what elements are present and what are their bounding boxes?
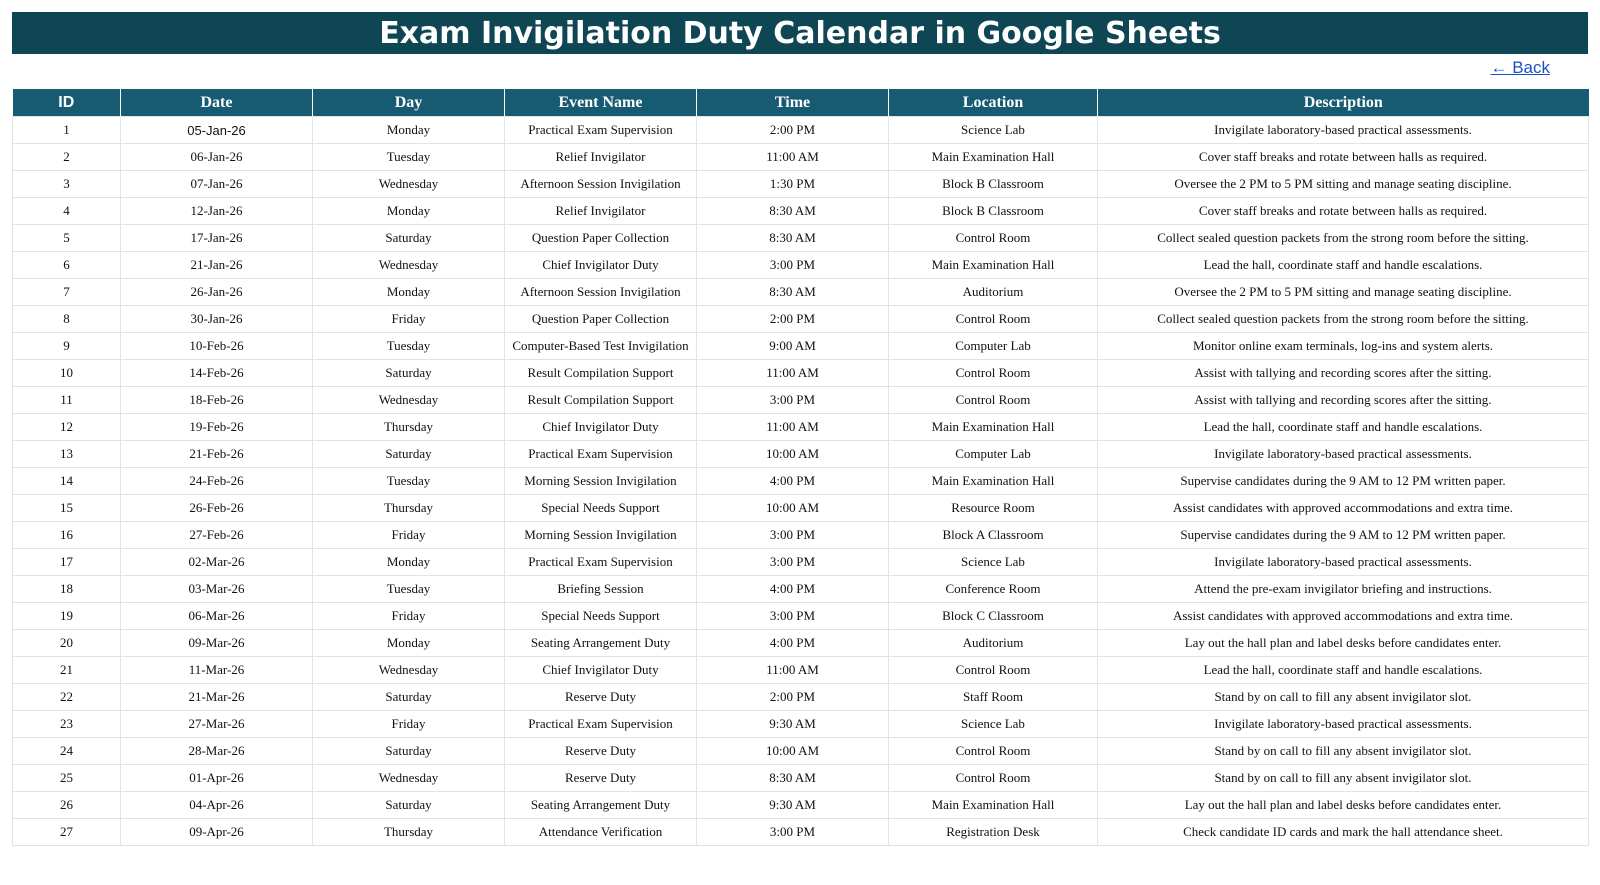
cell-time: 8:30 AM xyxy=(697,225,889,252)
table-row xyxy=(13,117,1589,144)
table-row xyxy=(13,657,1589,684)
cell-day: Tuesday xyxy=(313,468,505,495)
cell-description: Lay out the hall plan and label desks before candidates enter. xyxy=(1098,792,1589,819)
cell-event-name: Reserve Duty xyxy=(505,765,697,792)
cell-description: Supervise candidates during the 9 AM to 12 PM written paper. xyxy=(1098,522,1589,549)
cell-date: 01-Apr-26 xyxy=(121,765,313,792)
cell-id: 18 xyxy=(13,576,121,603)
cell-location: Block B Classroom xyxy=(889,171,1098,198)
cell-day: Thursday xyxy=(313,495,505,522)
cell-date: 12-Jan-26 xyxy=(121,198,313,225)
cell-location: Control Room xyxy=(889,765,1098,792)
cell-time: 11:00 AM xyxy=(697,360,889,387)
cell-time: 8:30 AM xyxy=(697,765,889,792)
cell-date: 30-Jan-26 xyxy=(121,306,313,333)
cell-id: 19 xyxy=(13,603,121,630)
cell-event-name: Chief Invigilator Duty xyxy=(505,414,697,441)
cell-day: Wednesday xyxy=(313,387,505,414)
table-row xyxy=(13,522,1589,549)
cell-day: Saturday xyxy=(313,792,505,819)
cell-event-name: Practical Exam Supervision xyxy=(505,117,697,144)
cell-date: 05-Jan-26 xyxy=(121,117,313,144)
cell-date: 28-Mar-26 xyxy=(121,738,313,765)
cell-event-name: Morning Session Invigilation xyxy=(505,468,697,495)
cell-description: Lead the hall, coordinate staff and handle escalations. xyxy=(1098,657,1589,684)
cell-event-name: Afternoon Session Invigilation xyxy=(505,171,697,198)
cell-description: Stand by on call to fill any absent invigilator slot. xyxy=(1098,738,1589,765)
cell-day: Friday xyxy=(313,603,505,630)
column-header-day: Day xyxy=(313,89,505,117)
cell-time: 3:00 PM xyxy=(697,252,889,279)
table-row xyxy=(13,738,1589,765)
cell-id: 11 xyxy=(13,387,121,414)
cell-id: 9 xyxy=(13,333,121,360)
cell-id: 27 xyxy=(13,819,121,846)
cell-day: Wednesday xyxy=(313,171,505,198)
cell-event-name: Computer-Based Test Invigilation xyxy=(505,333,697,360)
column-header-time: Time xyxy=(697,89,889,117)
cell-location: Control Room xyxy=(889,738,1098,765)
cell-location: Staff Room xyxy=(889,684,1098,711)
cell-id: 14 xyxy=(13,468,121,495)
cell-event-name: Briefing Session xyxy=(505,576,697,603)
table-row xyxy=(13,549,1589,576)
cell-event-name: Afternoon Session Invigilation xyxy=(505,279,697,306)
cell-day: Tuesday xyxy=(313,333,505,360)
cell-date: 17-Jan-26 xyxy=(121,225,313,252)
table-row xyxy=(13,576,1589,603)
cell-id: 24 xyxy=(13,738,121,765)
cell-date: 06-Jan-26 xyxy=(121,144,313,171)
cell-time: 1:30 PM xyxy=(697,171,889,198)
cell-description: Lead the hall, coordinate staff and handle escalations. xyxy=(1098,252,1589,279)
table-row xyxy=(13,279,1589,306)
table-row xyxy=(13,306,1589,333)
cell-date: 14-Feb-26 xyxy=(121,360,313,387)
cell-event-name: Attendance Verification xyxy=(505,819,697,846)
cell-event-name: Relief Invigilator xyxy=(505,144,697,171)
cell-location: Conference Room xyxy=(889,576,1098,603)
cell-description: Cover staff breaks and rotate between halls as required. xyxy=(1098,198,1589,225)
cell-location: Main Examination Hall xyxy=(889,414,1098,441)
cell-id: 2 xyxy=(13,144,121,171)
cell-id: 16 xyxy=(13,522,121,549)
cell-description: Invigilate laboratory-based practical assessments. xyxy=(1098,441,1589,468)
cell-location: Main Examination Hall xyxy=(889,792,1098,819)
cell-time: 8:30 AM xyxy=(697,198,889,225)
cell-event-name: Relief Invigilator xyxy=(505,198,697,225)
cell-event-name: Reserve Duty xyxy=(505,684,697,711)
cell-description: Supervise candidates during the 9 AM to 12 PM written paper. xyxy=(1098,468,1589,495)
cell-date: 07-Jan-26 xyxy=(121,171,313,198)
cell-location: Control Room xyxy=(889,657,1098,684)
cell-time: 10:00 AM xyxy=(697,738,889,765)
cell-day: Saturday xyxy=(313,360,505,387)
cell-date: 04-Apr-26 xyxy=(121,792,313,819)
cell-description: Oversee the 2 PM to 5 PM sitting and manage seating discipline. xyxy=(1098,279,1589,306)
cell-time: 4:00 PM xyxy=(697,630,889,657)
cell-description: Assist with tallying and recording scores after the sitting. xyxy=(1098,360,1589,387)
cell-event-name: Practical Exam Supervision xyxy=(505,711,697,738)
cell-id: 1 xyxy=(13,117,121,144)
column-header-description: Description xyxy=(1098,89,1589,117)
cell-time: 9:30 AM xyxy=(697,711,889,738)
cell-location: Control Room xyxy=(889,387,1098,414)
cell-event-name: Reserve Duty xyxy=(505,738,697,765)
table-row xyxy=(13,360,1589,387)
cell-location: Main Examination Hall xyxy=(889,252,1098,279)
cell-time: 10:00 AM xyxy=(697,441,889,468)
cell-time: 3:00 PM xyxy=(697,819,889,846)
cell-event-name: Question Paper Collection xyxy=(505,225,697,252)
cell-event-name: Seating Arrangement Duty xyxy=(505,792,697,819)
cell-time: 8:30 AM xyxy=(697,279,889,306)
cell-date: 27-Mar-26 xyxy=(121,711,313,738)
cell-description: Cover staff breaks and rotate between halls as required. xyxy=(1098,144,1589,171)
cell-id: 6 xyxy=(13,252,121,279)
table-row xyxy=(13,765,1589,792)
cell-day: Monday xyxy=(313,117,505,144)
cell-day: Wednesday xyxy=(313,657,505,684)
cell-location: Control Room xyxy=(889,225,1098,252)
cell-day: Saturday xyxy=(313,225,505,252)
cell-id: 10 xyxy=(13,360,121,387)
cell-description: Assist candidates with approved accommodations and extra time. xyxy=(1098,603,1589,630)
cell-location: Computer Lab xyxy=(889,441,1098,468)
table-row xyxy=(13,603,1589,630)
cell-location: Control Room xyxy=(889,306,1098,333)
cell-id: 26 xyxy=(13,792,121,819)
cell-date: 02-Mar-26 xyxy=(121,549,313,576)
table-row xyxy=(13,414,1589,441)
cell-location: Registration Desk xyxy=(889,819,1098,846)
cell-time: 3:00 PM xyxy=(697,387,889,414)
cell-description: Invigilate laboratory-based practical assessments. xyxy=(1098,117,1589,144)
cell-id: 20 xyxy=(13,630,121,657)
cell-description: Assist with tallying and recording scores after the sitting. xyxy=(1098,387,1589,414)
cell-id: 13 xyxy=(13,441,121,468)
table-row xyxy=(13,711,1589,738)
cell-location: Resource Room xyxy=(889,495,1098,522)
cell-location: Science Lab xyxy=(889,711,1098,738)
cell-date: 21-Feb-26 xyxy=(121,441,313,468)
cell-day: Thursday xyxy=(313,414,505,441)
cell-date: 27-Feb-26 xyxy=(121,522,313,549)
cell-id: 12 xyxy=(13,414,121,441)
column-header-date: Date xyxy=(121,89,313,117)
cell-location: Block C Classroom xyxy=(889,603,1098,630)
cell-date: 10-Feb-26 xyxy=(121,333,313,360)
table-row xyxy=(13,468,1589,495)
cell-id: 8 xyxy=(13,306,121,333)
cell-id: 7 xyxy=(13,279,121,306)
cell-day: Monday xyxy=(313,198,505,225)
cell-date: 11-Mar-26 xyxy=(121,657,313,684)
column-header-id: ID xyxy=(13,89,121,117)
column-header-location: Location xyxy=(889,89,1098,117)
table-row xyxy=(13,441,1589,468)
column-header-event-name: Event Name xyxy=(505,89,697,117)
page-title-banner xyxy=(12,12,1588,54)
cell-day: Wednesday xyxy=(313,765,505,792)
table-row xyxy=(13,252,1589,279)
cell-id: 17 xyxy=(13,549,121,576)
cell-day: Friday xyxy=(313,306,505,333)
cell-location: Science Lab xyxy=(889,549,1098,576)
cell-description: Collect sealed question packets from the strong room before the sitting. xyxy=(1098,225,1589,252)
table-row xyxy=(13,819,1589,846)
cell-description: Monitor online exam terminals, log-ins and system alerts. xyxy=(1098,333,1589,360)
cell-time: 9:00 AM xyxy=(697,333,889,360)
table-row xyxy=(13,198,1589,225)
cell-description: Invigilate laboratory-based practical assessments. xyxy=(1098,549,1589,576)
cell-time: 4:00 PM xyxy=(697,576,889,603)
duty-table xyxy=(12,89,1589,846)
cell-location: Science Lab xyxy=(889,117,1098,144)
cell-id: 5 xyxy=(13,225,121,252)
cell-day: Saturday xyxy=(313,441,505,468)
cell-time: 3:00 PM xyxy=(697,549,889,576)
cell-date: 21-Jan-26 xyxy=(121,252,313,279)
cell-event-name: Question Paper Collection xyxy=(505,306,697,333)
cell-event-name: Result Compilation Support xyxy=(505,360,697,387)
cell-time: 2:00 PM xyxy=(697,117,889,144)
cell-time: 3:00 PM xyxy=(697,522,889,549)
cell-location: Auditorium xyxy=(889,279,1098,306)
cell-date: 18-Feb-26 xyxy=(121,387,313,414)
cell-time: 9:30 AM xyxy=(697,792,889,819)
cell-location: Main Examination Hall xyxy=(889,144,1098,171)
cell-description: Assist candidates with approved accommodations and extra time. xyxy=(1098,495,1589,522)
cell-day: Saturday xyxy=(313,684,505,711)
cell-time: 4:00 PM xyxy=(697,468,889,495)
cell-description: Lead the hall, coordinate staff and handle escalations. xyxy=(1098,414,1589,441)
page-title: Exam Invigilation Duty Calendar in Google Sheets xyxy=(379,15,1221,51)
table-row xyxy=(13,171,1589,198)
cell-id: 21 xyxy=(13,657,121,684)
cell-description: Oversee the 2 PM to 5 PM sitting and manage seating discipline. xyxy=(1098,171,1589,198)
cell-location: Auditorium xyxy=(889,630,1098,657)
cell-day: Tuesday xyxy=(313,576,505,603)
cell-description: Stand by on call to fill any absent invigilator slot. xyxy=(1098,765,1589,792)
cell-date: 26-Feb-26 xyxy=(121,495,313,522)
cell-date: 03-Mar-26 xyxy=(121,576,313,603)
cell-day: Monday xyxy=(313,630,505,657)
cell-description: Collect sealed question packets from the strong room before the sitting. xyxy=(1098,306,1589,333)
cell-description: Lay out the hall plan and label desks before candidates enter. xyxy=(1098,630,1589,657)
cell-date: 06-Mar-26 xyxy=(121,603,313,630)
cell-location: Block B Classroom xyxy=(889,198,1098,225)
cell-event-name: Practical Exam Supervision xyxy=(505,549,697,576)
cell-time: 2:00 PM xyxy=(697,684,889,711)
cell-day: Friday xyxy=(313,711,505,738)
cell-location: Main Examination Hall xyxy=(889,468,1098,495)
table-row xyxy=(13,684,1589,711)
table-header-row xyxy=(13,89,1589,117)
table-row xyxy=(13,630,1589,657)
table-row xyxy=(13,495,1589,522)
cell-time: 11:00 AM xyxy=(697,414,889,441)
cell-day: Saturday xyxy=(313,738,505,765)
cell-date: 09-Apr-26 xyxy=(121,819,313,846)
cell-date: 09-Mar-26 xyxy=(121,630,313,657)
cell-day: Thursday xyxy=(313,819,505,846)
cell-time: 11:00 AM xyxy=(697,657,889,684)
cell-id: 3 xyxy=(13,171,121,198)
cell-day: Wednesday xyxy=(313,252,505,279)
cell-location: Block A Classroom xyxy=(889,522,1098,549)
cell-event-name: Practical Exam Supervision xyxy=(505,441,697,468)
cell-location: Computer Lab xyxy=(889,333,1098,360)
cell-id: 23 xyxy=(13,711,121,738)
table-row xyxy=(13,144,1589,171)
table-row xyxy=(13,792,1589,819)
cell-event-name: Special Needs Support xyxy=(505,495,697,522)
cell-location: Control Room xyxy=(889,360,1098,387)
cell-event-name: Seating Arrangement Duty xyxy=(505,630,697,657)
cell-date: 21-Mar-26 xyxy=(121,684,313,711)
cell-date: 24-Feb-26 xyxy=(121,468,313,495)
cell-day: Monday xyxy=(313,549,505,576)
table-row xyxy=(13,225,1589,252)
cell-day: Monday xyxy=(313,279,505,306)
table-row xyxy=(13,333,1589,360)
cell-day: Tuesday xyxy=(313,144,505,171)
cell-event-name: Result Compilation Support xyxy=(505,387,697,414)
cell-time: 10:00 AM xyxy=(697,495,889,522)
cell-id: 15 xyxy=(13,495,121,522)
cell-date: 26-Jan-26 xyxy=(121,279,313,306)
cell-event-name: Chief Invigilator Duty xyxy=(505,657,697,684)
cell-id: 22 xyxy=(13,684,121,711)
cell-event-name: Morning Session Invigilation xyxy=(505,522,697,549)
back-link[interactable]: ← Back xyxy=(1490,58,1550,77)
cell-description: Attend the pre-exam invigilator briefing and instructions. xyxy=(1098,576,1589,603)
cell-description: Stand by on call to fill any absent invigilator slot. xyxy=(1098,684,1589,711)
cell-time: 3:00 PM xyxy=(697,603,889,630)
cell-description: Check candidate ID cards and mark the hall attendance sheet. xyxy=(1098,819,1589,846)
cell-event-name: Special Needs Support xyxy=(505,603,697,630)
cell-event-name: Chief Invigilator Duty xyxy=(505,252,697,279)
cell-id: 25 xyxy=(13,765,121,792)
cell-time: 2:00 PM xyxy=(697,306,889,333)
cell-description: Invigilate laboratory-based practical assessments. xyxy=(1098,711,1589,738)
cell-time: 11:00 AM xyxy=(697,144,889,171)
cell-date: 19-Feb-26 xyxy=(121,414,313,441)
cell-day: Friday xyxy=(313,522,505,549)
table-row xyxy=(13,387,1589,414)
cell-id: 4 xyxy=(13,198,121,225)
